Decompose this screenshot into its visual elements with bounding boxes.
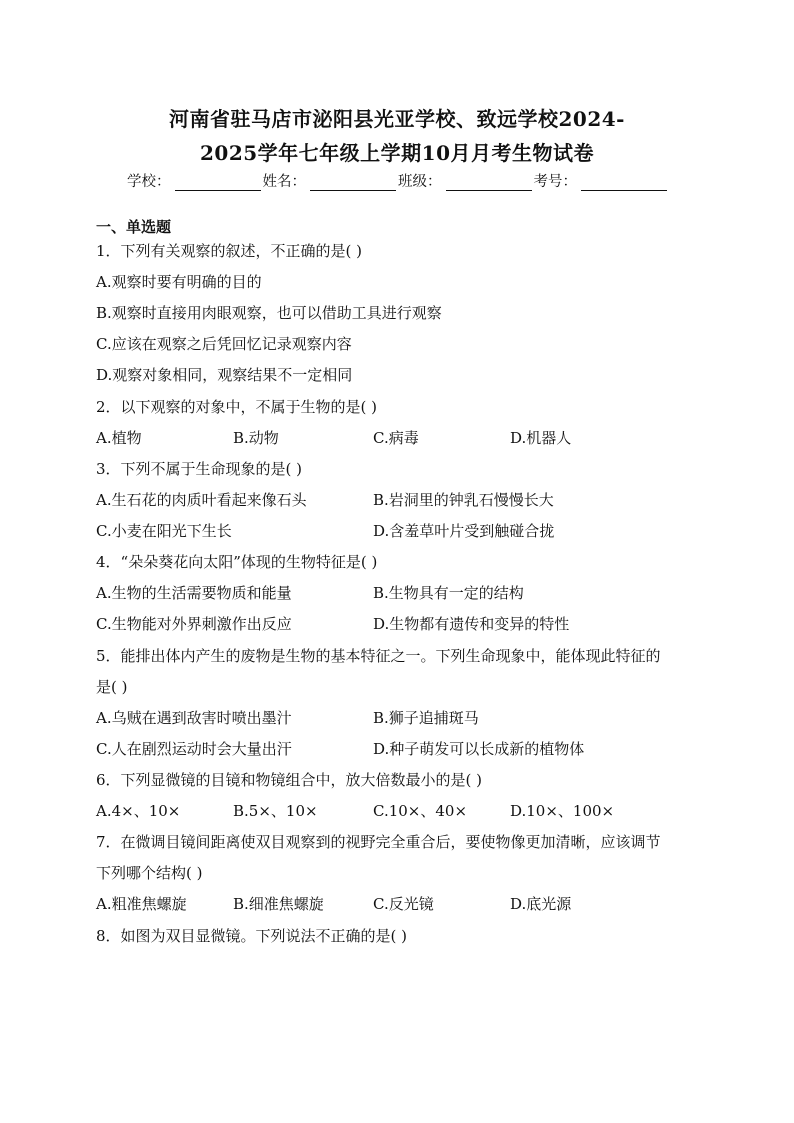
exam-title-line2: 2025学年七年级上学期10月月考生物试卷 <box>200 141 594 165</box>
class-label: 班级： <box>398 174 442 190</box>
number-field <box>534 170 668 191</box>
q7-option-a: A.粗准焦螺旋 <box>96 895 187 913</box>
q5-option-b: B.狮子追捕斑马 <box>373 709 479 727</box>
q4-option-a: A.生物的生活需要物质和能量 <box>96 584 292 602</box>
q3-option-d: D.含羞草叶片受到触碰合拢 <box>373 522 555 540</box>
q5-stem-line2: 是( ) <box>96 678 128 696</box>
q7-option-b: B.细准焦螺旋 <box>233 895 324 913</box>
number-blank[interactable] <box>581 174 667 191</box>
q2-option-a: A.植物 <box>96 429 142 447</box>
q1-stem: 1．下列有关观察的叙述，不正确的是( ) <box>96 242 363 260</box>
q5-option-a: A.乌贼在遇到敌害时喷出墨汁 <box>96 709 292 727</box>
q2-option-d: D.机器人 <box>510 429 572 447</box>
class-blank[interactable] <box>446 174 532 191</box>
q1-option-d: D.观察对象相同，观察结果不一定相同 <box>96 366 353 384</box>
q4-option-b: B.生物具有一定的结构 <box>373 584 524 602</box>
q7-stem-line2: 下列哪个结构( ) <box>96 864 203 882</box>
school-field <box>127 170 261 191</box>
q2-stem: 2．以下观察的对象中，不属于生物的是( ) <box>96 398 378 416</box>
name-label: 姓名： <box>262 174 306 190</box>
q5-option-d: D.种子萌发可以长成新的植物体 <box>373 740 585 758</box>
name-field <box>263 170 397 191</box>
student-info-row <box>0 170 794 191</box>
q3-stem: 3．下列不属于生命现象的是( ) <box>96 460 303 478</box>
q6-option-d: D.10×、100× <box>510 802 615 820</box>
q4-option-c: C.生物能对外界刺激作出反应 <box>96 615 292 633</box>
q4-stem: 4．“朵朵葵花向太阳”体现的生物特征是( ) <box>96 553 378 571</box>
q7-option-d: D.底光源 <box>510 895 572 913</box>
q8-stem: 8．如图为双目显微镜。下列说法不正确的是( ) <box>96 927 408 945</box>
q6-stem: 6．下列显微镜的目镜和物镜组合中，放大倍数最小的是( ) <box>96 771 483 789</box>
q6-option-b: B.5×、10× <box>233 802 318 820</box>
school-label: 学校： <box>127 174 171 190</box>
q6-option-c: C.10×、40× <box>373 802 468 820</box>
exam-title-line1: 河南省驻马店市泌阳县光亚学校、致远学校2024- <box>169 107 625 131</box>
q3-option-b: B.岩洞里的钟乳石慢慢长大 <box>373 491 554 509</box>
class-field <box>398 170 532 191</box>
q1-option-c: C.应该在观察之后凭回忆记录观察内容 <box>96 335 352 353</box>
q7-stem-line1: 7．在微调目镜间距离使双目观察到的视野完全重合后，要使物像更加清晰，应该调节 <box>96 833 661 851</box>
section-title: 一、单选题 <box>96 218 172 236</box>
q1-option-b: B.观察时直接用肉眼观察，也可以借助工具进行观察 <box>96 304 442 322</box>
q2-option-b: B.动物 <box>233 429 279 447</box>
q2-option-c: C.病毒 <box>373 429 419 447</box>
q4-option-d: D.生物都有遗传和变异的特性 <box>373 615 570 633</box>
q3-option-a: A.生石花的肉质叶看起来像石头 <box>96 491 307 509</box>
q6-option-a: A.4×、10× <box>96 802 181 820</box>
number-label: 考号： <box>533 174 577 190</box>
q3-option-c: C.小麦在阳光下生长 <box>96 522 232 540</box>
q7-option-c: C.反光镜 <box>373 895 434 913</box>
q5-stem-line1: 5．能排出体内产生的废物是生物的基本特征之一。下列生命现象中，能体现此特征的 <box>96 647 661 665</box>
q1-option-a: A.观察时要有明确的目的 <box>96 273 262 291</box>
school-blank[interactable] <box>175 174 261 191</box>
q5-option-c: C.人在剧烈运动时会大量出汗 <box>96 740 292 758</box>
name-blank[interactable] <box>310 174 396 191</box>
